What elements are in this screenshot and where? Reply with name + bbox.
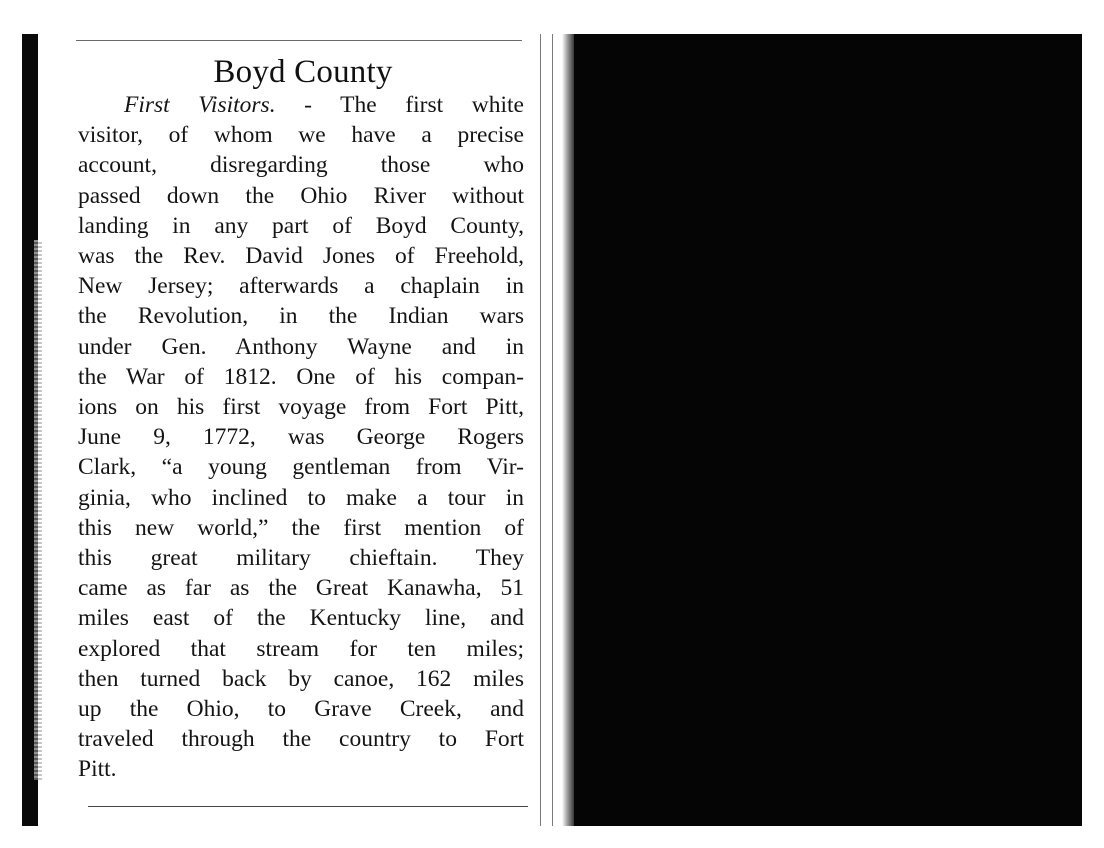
body-line: came as far as the Great Kanawha, 51 (78, 575, 524, 602)
top-rule (76, 40, 522, 41)
gutter-line (540, 34, 541, 826)
body-line-last: Pitt. (78, 756, 117, 783)
body-line: the War of 1812. One of his compan- (78, 363, 524, 390)
body-line: under Gen. Anthony Wayne and in (78, 333, 524, 360)
body-line: this great military chieftain. They (78, 545, 524, 572)
body-line: ions on his first voyage from Fort Pitt, (78, 394, 524, 421)
body-line-1 (78, 90, 524, 120)
body-line: ginia, who inclined to make a tour in (78, 484, 524, 511)
body-line: miles east of the Kentucky line, and (78, 605, 524, 632)
article-headline: Boyd County (213, 54, 393, 90)
lead-in-text: First Visitors. (124, 92, 276, 118)
body-line: explored that stream for ten miles; (78, 635, 524, 662)
body-line: then turned back by canoe, 162 miles (78, 665, 524, 692)
bottom-rule (88, 806, 528, 807)
body-line: up the Ohio, to Grave Creek, and (78, 696, 524, 723)
body-line: landing in any part of Boyd County, (78, 212, 524, 239)
body-line: this new world,” the first mention of (78, 514, 524, 541)
body-line: Clark, “a young gentleman from Vir- (78, 454, 524, 481)
body-line: account, disregarding those who (78, 152, 524, 179)
newspaper-clipping (72, 34, 534, 826)
body-line-1-text: - The first white (275, 92, 524, 118)
body-line: New Jersey; afterwards a chaplain in (78, 273, 524, 300)
body-line: the Revolution, in the Indian wars (78, 303, 524, 330)
body-line: visitor, of whom we have a precise (78, 122, 524, 149)
body-line: traveled through the country to Fort (78, 726, 524, 753)
article-body (78, 90, 524, 785)
body-line: passed down the Ohio River without (78, 182, 524, 209)
gutter-line (552, 34, 553, 826)
body-line: June 9, 1772, was George Rogers (78, 424, 524, 451)
body-line: was the Rev. David Jones of Freehold, (78, 243, 524, 270)
dark-scan-area (574, 34, 1082, 826)
scanner-speckle-strip (34, 240, 42, 780)
